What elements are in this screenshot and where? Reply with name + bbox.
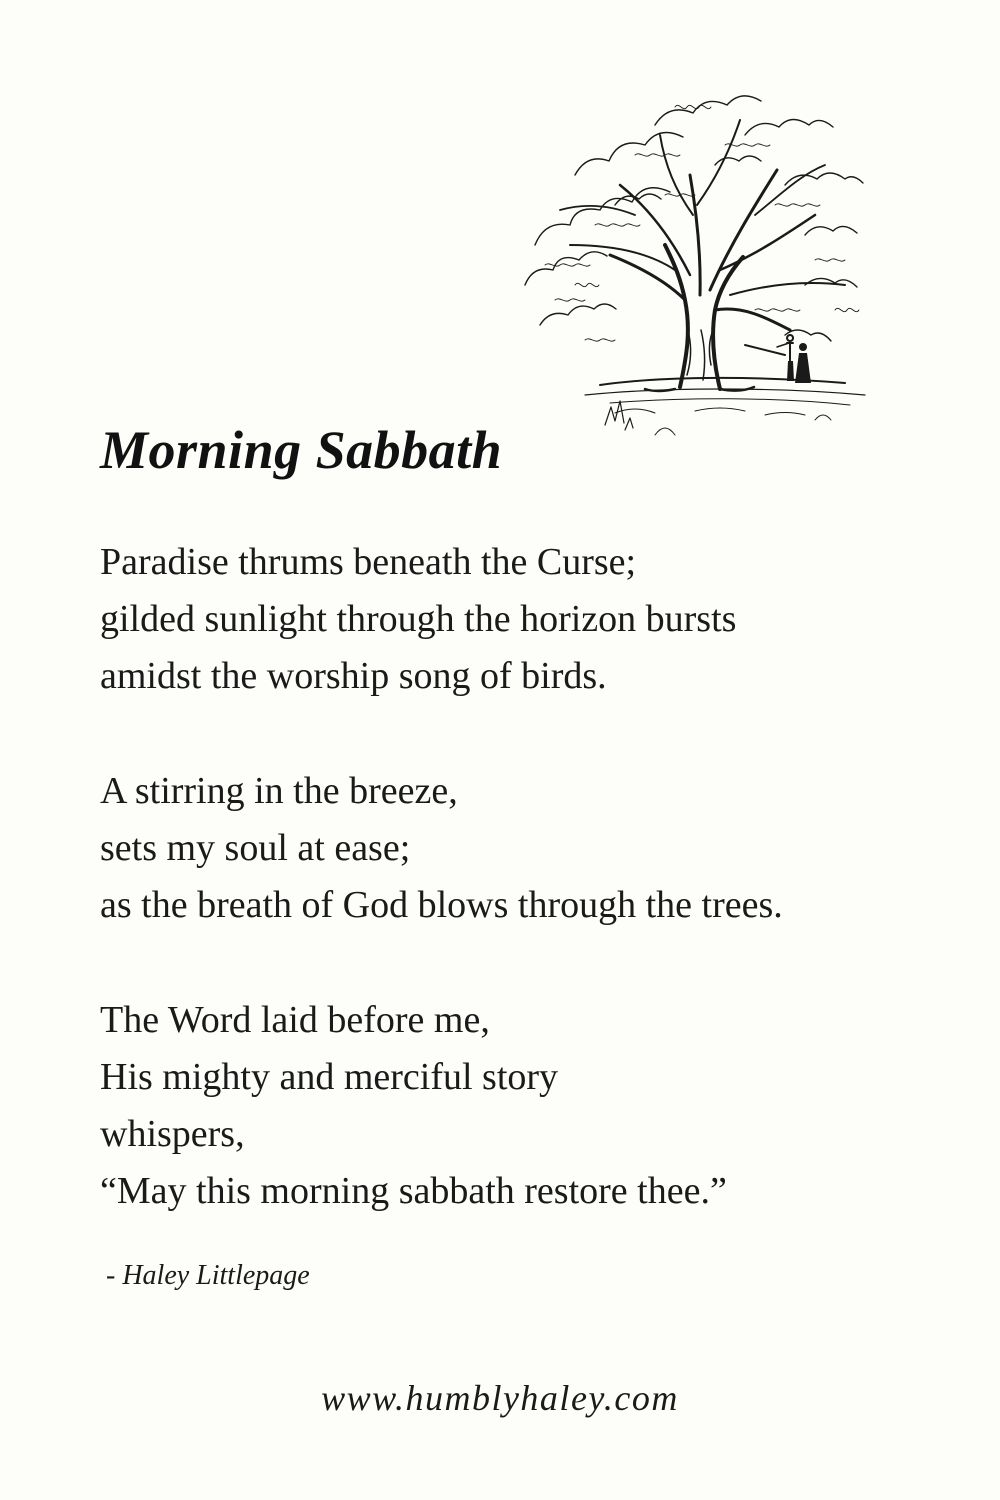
poem-line: amidst the worship song of birds. (100, 655, 607, 697)
stanza (100, 534, 960, 705)
poem-line: The Word laid before me, (100, 999, 490, 1041)
poem-author: - Haley Littlepage (106, 1260, 310, 1291)
poem-line: sets my soul at ease; (100, 827, 411, 869)
poem-line: A stirring in the breeze, (100, 770, 458, 812)
poem-line: whispers, (100, 1113, 245, 1155)
poem-line: His mighty and merciful story (100, 1056, 559, 1098)
poem-title: Morning Sabbath (100, 420, 503, 480)
stanza (100, 992, 960, 1220)
poem-line: “May this morning sabbath restore thee.” (100, 1170, 727, 1212)
poem-body (100, 534, 960, 1220)
poem-line: gilded sunlight through the horizon bursts (100, 598, 737, 640)
tree-illustration-icon (515, 95, 885, 455)
poem-line: as the breath of God blows through the trees. (100, 884, 783, 926)
poem-line: Paradise thrums beneath the Curse; (100, 541, 637, 583)
website-link[interactable]: www.humblyhaley.com (321, 1378, 679, 1418)
stanza (100, 763, 960, 934)
